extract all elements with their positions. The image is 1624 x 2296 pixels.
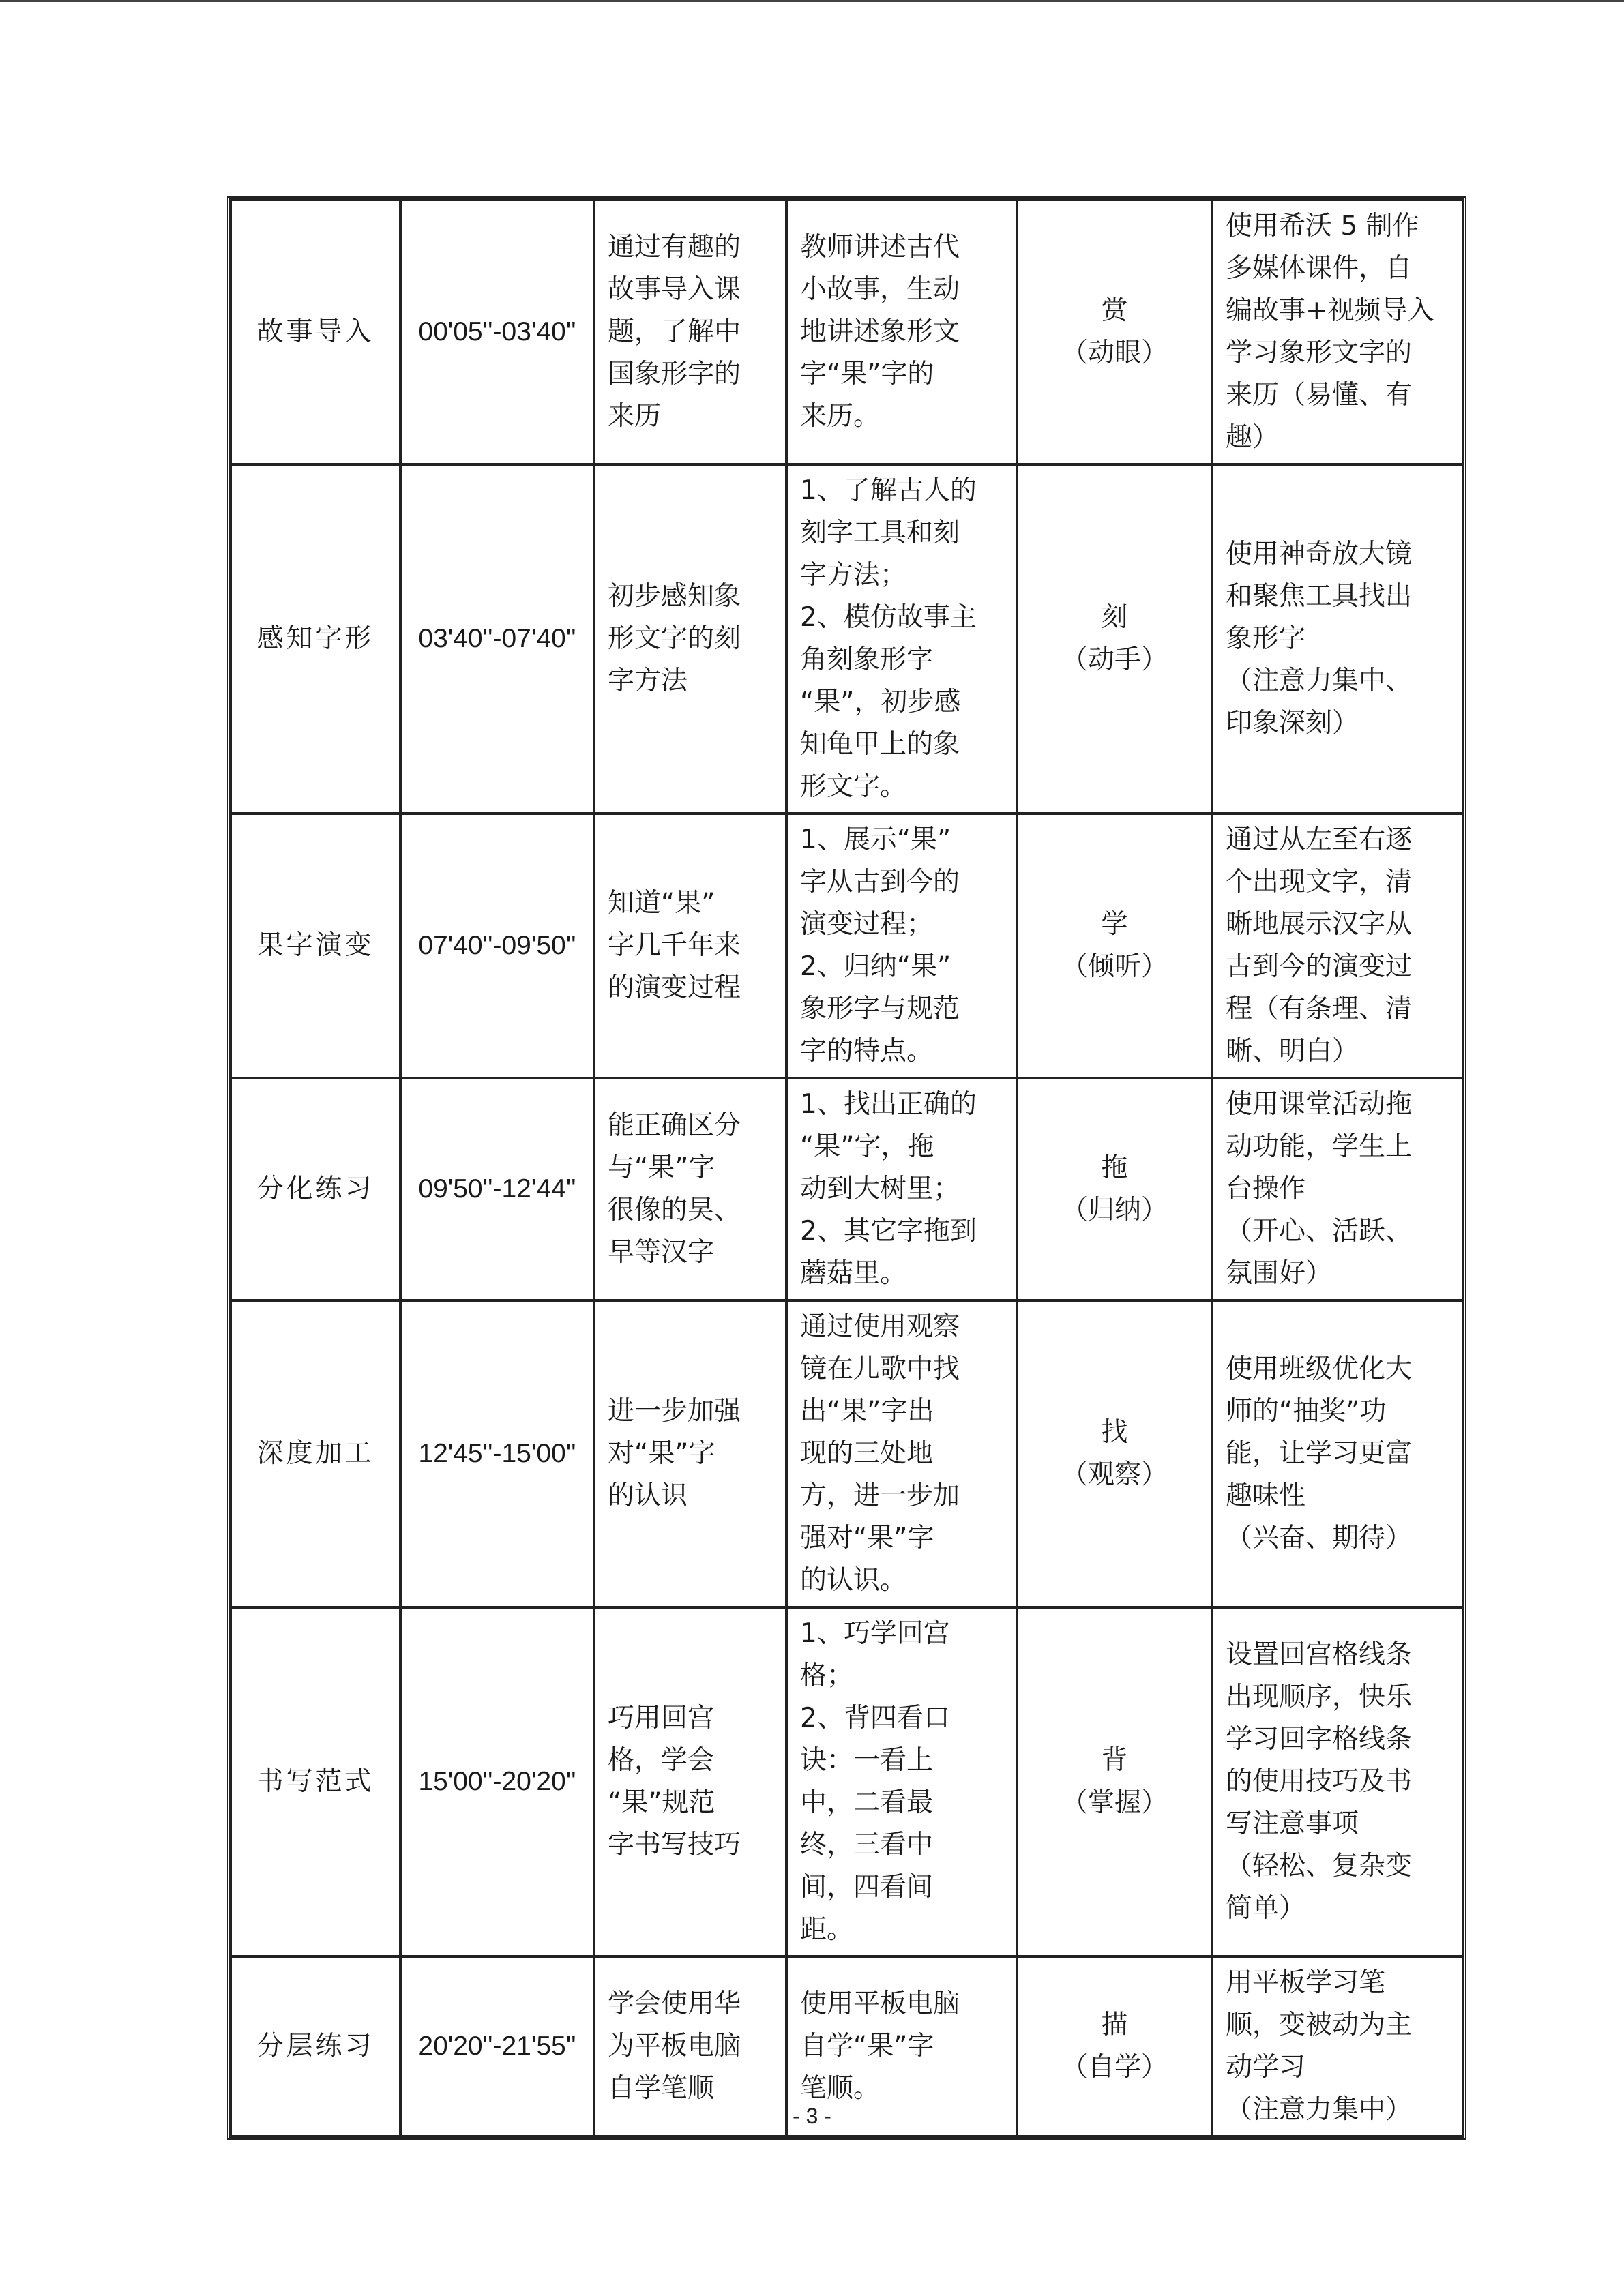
tools-cell-line: 用平板学习笔 (1226, 1967, 1386, 1998)
goal-cell-line: 的认识 (608, 1480, 688, 1511)
activity-cell-line: 2、归纳“果” (800, 951, 951, 982)
tools-cell-line: 来历（易懂、有 (1226, 380, 1413, 411)
activity-cell-line: 字从古到今的 (800, 867, 960, 897)
activity-cell-line: 地讲述象形文 (800, 316, 960, 347)
method-note: （掌握） (1061, 1787, 1168, 1818)
goal-cell-line: 知道“果” (608, 888, 715, 919)
method-note: （自学） (1061, 2052, 1168, 2083)
time-cell: 09'50''-12'44'' (400, 1078, 594, 1300)
tools-cell-line: 设置回宫格线条 (1226, 1639, 1413, 1670)
page-number: - 3 - (793, 2104, 831, 2128)
activity-cell-line: 蘑菇里。 (800, 1258, 907, 1289)
activity-cell-line: 中，二看最 (800, 1787, 934, 1818)
activity-cell (786, 200, 1017, 464)
tools-cell-line: 使用希沃 5 制作 (1226, 211, 1419, 241)
activity-cell-line: 格； (800, 1660, 854, 1691)
method-cell (1017, 814, 1212, 1078)
method-word: 背 (1101, 1745, 1128, 1776)
tools-cell-line: 动功能，学生上 (1226, 1131, 1413, 1162)
tools-cell-line: （开心、活跃、 (1226, 1216, 1413, 1247)
tools-cell-line: 顺，变被动为主 (1226, 2010, 1413, 2040)
goal-cell-line: 来历 (608, 401, 662, 432)
table-row (231, 1607, 1463, 1956)
tools-cell-line: 学习象形文字的 (1226, 338, 1413, 368)
activity-cell-line: “果”，初步感 (800, 687, 961, 717)
activity-cell-line: 1、找出正确的 (800, 1089, 977, 1120)
activity-cell-line: 间，四看间 (800, 1872, 934, 1903)
activity-cell-line: 字方法； (800, 560, 907, 591)
activity-cell (786, 464, 1017, 814)
table-row (231, 200, 1463, 464)
goal-cell-line: 学会使用华 (608, 1988, 741, 2019)
activity-cell-line: 1、展示“果” (800, 824, 951, 855)
goal-cell-line: 字书写技巧 (608, 1830, 741, 1860)
method-cell (1017, 200, 1212, 464)
activity-cell-line: 距。 (800, 1914, 854, 1945)
goal-cell-line: 能正确区分 (608, 1110, 741, 1141)
activity-cell-line: 1、巧学回宫 (800, 1618, 950, 1649)
method-word: 学 (1101, 909, 1128, 940)
stage-cell: 书写范式 (231, 1607, 400, 1956)
activity-cell-line: 动到大树里； (800, 1174, 960, 1204)
method-cell (1017, 1607, 1212, 1956)
goal-cell-line: 国象形字的 (608, 359, 741, 389)
tools-cell-line: 程（有条理、清 (1226, 994, 1413, 1024)
activity-cell-line: 知龟甲上的象 (800, 729, 960, 760)
tools-cell (1212, 464, 1463, 814)
time-cell: 03'40''-07'40'' (400, 464, 594, 814)
tools-cell-line: 多媒体课件，自 (1226, 253, 1413, 284)
activity-cell-line: 教师讲述古代 (800, 232, 960, 263)
goal-cell (594, 200, 786, 464)
tools-cell-line: 趣） (1226, 422, 1280, 453)
goal-cell-line: 为平板电脑 (608, 2031, 741, 2061)
activity-cell-line: 镜在儿歌中找 (800, 1354, 960, 1384)
activity-cell-line: 2、背四看口 (800, 1703, 950, 1733)
activity-cell (786, 1607, 1017, 1956)
tools-cell-line: （兴奋、期待） (1226, 1523, 1413, 1553)
tools-cell-line: 出现顺序，快乐 (1226, 1682, 1413, 1712)
stage-cell: 果字演变 (231, 814, 400, 1078)
goal-cell-line: 巧用回宫 (608, 1703, 715, 1733)
table-row (231, 1300, 1463, 1607)
time-cell: 12'45''-15'00'' (400, 1300, 594, 1607)
lesson-plan-table (227, 196, 1466, 2140)
tools-cell-line: 古到今的演变过 (1226, 951, 1413, 982)
activity-cell-line: 强对“果”字 (800, 1523, 934, 1553)
tools-cell-line: 和聚焦工具找出 (1226, 581, 1413, 612)
method-word: 拖 (1101, 1152, 1128, 1183)
goal-cell-line: 自学笔顺 (608, 2073, 715, 2104)
method-note: （观察） (1061, 1459, 1168, 1490)
activity-cell-line: 2、模仿故事主 (800, 602, 977, 633)
page-top-border (0, 0, 1624, 2)
goal-cell-line: 字几千年来 (608, 930, 741, 961)
tools-cell-line: 简单） (1226, 1893, 1306, 1924)
time-cell: 00'05''-03'40'' (400, 200, 594, 464)
tools-cell-line: 象形字 (1226, 623, 1306, 654)
goal-cell-line: 故事导入课 (608, 274, 741, 305)
tools-cell (1212, 1607, 1463, 1956)
tools-cell-line: 使用班级优化大 (1226, 1354, 1413, 1384)
activity-cell-line: 自学“果”字 (800, 2031, 934, 2061)
activity-cell-line: 1、了解古人的 (800, 475, 977, 506)
activity-cell-line: 终，三看中 (800, 1830, 934, 1860)
activity-cell-line: 的认识。 (800, 1565, 907, 1596)
lesson-plan-body (231, 200, 1463, 2136)
activity-cell-line: “果”字，拖 (800, 1131, 934, 1162)
tools-cell-line: 氛围好） (1226, 1258, 1333, 1289)
method-word: 刻 (1101, 602, 1128, 633)
tools-cell-line: 趣味性 (1226, 1480, 1306, 1511)
tools-cell-line: 使用课堂活动拖 (1226, 1089, 1413, 1120)
tools-cell-line: 使用神奇放大镜 (1226, 539, 1413, 569)
stage-cell: 深度加工 (231, 1300, 400, 1607)
activity-cell-line: 通过使用观察 (800, 1311, 960, 1342)
tools-cell-line: （注意力集中、 (1226, 666, 1413, 696)
stage-cell: 分化练习 (231, 1078, 400, 1300)
tools-cell (1212, 200, 1463, 464)
method-word: 找 (1101, 1417, 1128, 1448)
time-cell: 20'20''-21'55'' (400, 1956, 594, 2136)
stage-cell: 分层练习 (231, 1956, 400, 2136)
tools-cell-line: 师的“抽奖”功 (1226, 1396, 1387, 1427)
method-cell (1017, 1078, 1212, 1300)
tools-cell-line: 晰、明白） (1226, 1036, 1359, 1067)
lesson-plan-table-wrapper (227, 196, 1466, 2140)
method-note: （动眼） (1061, 338, 1168, 368)
table-row (231, 464, 1463, 814)
goal-cell (594, 1607, 786, 1956)
tools-cell (1212, 1300, 1463, 1607)
tools-cell-line: 通过从左至右逐 (1226, 824, 1413, 855)
time-cell: 15'00''-20'20'' (400, 1607, 594, 1956)
goal-cell (594, 814, 786, 1078)
activity-cell-line: 方，进一步加 (800, 1480, 960, 1511)
stage-cell: 故事导入 (231, 200, 400, 464)
goal-cell-line: 形文字的刻 (608, 623, 741, 654)
activity-cell (786, 814, 1017, 1078)
activity-cell-line: 诀：一看上 (800, 1745, 934, 1776)
method-note: （动手） (1061, 644, 1168, 675)
tools-cell (1212, 1078, 1463, 1300)
activity-cell-line: 使用平板电脑 (800, 1988, 960, 2019)
method-note: （倾听） (1061, 951, 1168, 982)
tools-cell-line: 个出现文字，清 (1226, 867, 1413, 897)
activity-cell-line: 2、其它字拖到 (800, 1216, 977, 1247)
activity-cell-line: 笔顺。 (800, 2073, 881, 2104)
activity-cell (786, 1078, 1017, 1300)
goal-cell (594, 1300, 786, 1607)
method-cell (1017, 1300, 1212, 1607)
activity-cell-line: 角刻象形字 (800, 644, 934, 675)
goal-cell-line: “果”规范 (608, 1787, 715, 1818)
goal-cell-line: 初步感知象 (608, 581, 741, 612)
activity-cell-line: 来历。 (800, 401, 881, 432)
tools-cell-line: （注意力集中） (1226, 2094, 1413, 2125)
activity-cell-line: 小故事，生动 (800, 274, 960, 305)
goal-cell-line: 早等汉字 (608, 1237, 715, 1268)
tools-cell-line: 的使用技巧及书 (1226, 1766, 1413, 1797)
tools-cell-line: 学习回字格线条 (1226, 1724, 1413, 1755)
goal-cell-line: 对“果”字 (608, 1438, 715, 1469)
tools-cell-line: 晰地展示汉字从 (1226, 909, 1413, 940)
time-cell: 07'40''-09'50'' (400, 814, 594, 1078)
tools-cell-line: 写注意事项 (1226, 1808, 1359, 1839)
activity-cell-line: 字的特点。 (800, 1036, 934, 1067)
activity-cell-line: 字“果”字的 (800, 359, 934, 389)
activity-cell-line: 形文字。 (800, 771, 907, 802)
goal-cell-line: 很像的旲、 (608, 1195, 741, 1225)
tools-cell-line: 编故事+视频导入 (1226, 295, 1434, 326)
activity-cell-line: 刻字工具和刻 (800, 518, 960, 548)
goal-cell-line: 题，了解中 (608, 316, 741, 347)
activity-cell-line: 象形字与规范 (800, 994, 960, 1024)
goal-cell-line: 进一步加强 (608, 1396, 741, 1427)
goal-cell-line: 字方法 (608, 666, 688, 696)
goal-cell-line: 与“果”字 (608, 1152, 715, 1183)
goal-cell-line: 的演变过程 (608, 972, 741, 1003)
activity-cell-line: 现的三处地 (800, 1438, 934, 1469)
goal-cell-line: 格，学会 (608, 1745, 715, 1776)
method-word: 描 (1101, 2010, 1128, 2040)
tools-cell-line: 动学习 (1226, 2052, 1306, 2083)
tools-cell-line: （轻松、复杂变 (1226, 1851, 1413, 1881)
method-note: （归纳） (1061, 1195, 1168, 1225)
table-row (231, 814, 1463, 1078)
tools-cell (1212, 814, 1463, 1078)
tools-cell-line: 能，让学习更富 (1226, 1438, 1413, 1469)
activity-cell (786, 1300, 1017, 1607)
goal-cell (594, 1078, 786, 1300)
activity-cell-line: 演变过程； (800, 909, 934, 940)
goal-cell-line: 通过有趣的 (608, 232, 741, 263)
method-word: 赏 (1101, 295, 1128, 326)
method-cell (1017, 464, 1212, 814)
stage-cell: 感知字形 (231, 464, 400, 814)
tools-cell-line: 印象深刻） (1226, 708, 1359, 739)
table-row (231, 1078, 1463, 1300)
tools-cell-line: 台操作 (1226, 1174, 1306, 1204)
goal-cell (594, 464, 786, 814)
activity-cell-line: 出“果”字出 (800, 1396, 934, 1427)
